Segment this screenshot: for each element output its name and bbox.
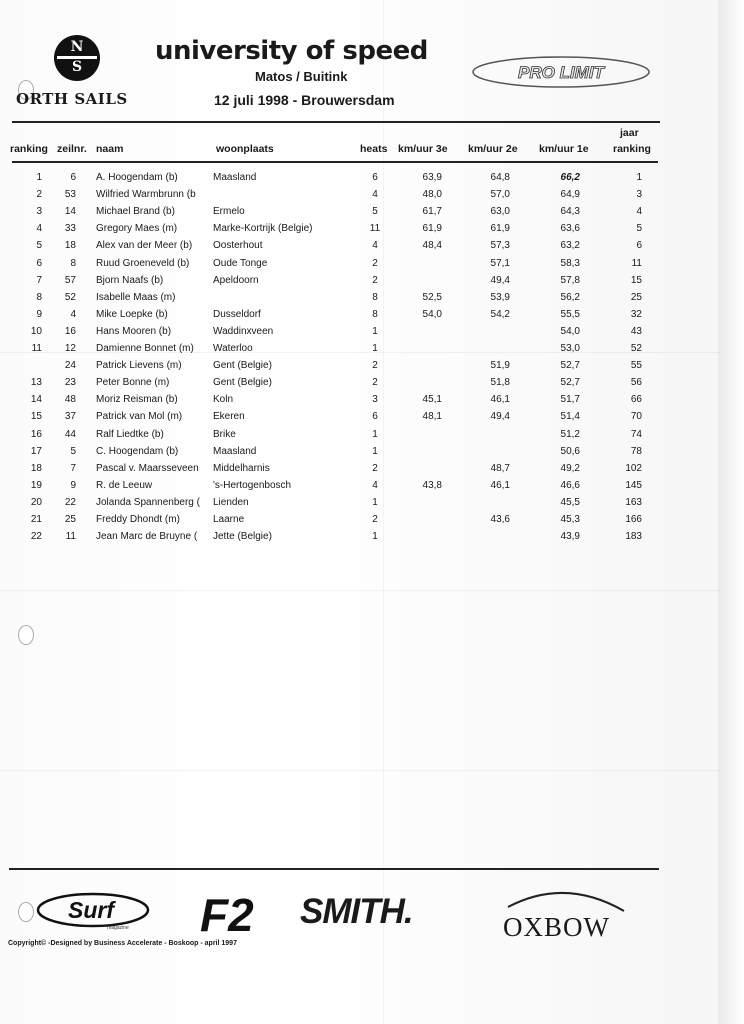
- svg-text:PRO LIMIT: PRO LIMIT: [518, 63, 604, 82]
- cell-jaar: 163: [625, 496, 642, 508]
- cell-ranking: 3: [36, 206, 42, 218]
- cell-kmh3: 48,1: [422, 411, 442, 423]
- table-row: [0, 444, 720, 461]
- cell-heats: 1: [372, 428, 378, 440]
- cell-ranking: 6: [36, 257, 42, 269]
- cell-naam: Wilfried Warmbrunn (b: [96, 189, 196, 201]
- cell-ranking: 1: [36, 172, 42, 183]
- cell-woonplaats: Middelharnis: [213, 462, 270, 474]
- cell-heats: 6: [372, 172, 378, 183]
- cell-naam: Freddy Dhondt (m): [96, 514, 180, 525]
- pro-limit-logo: [470, 52, 652, 92]
- table-row: [0, 341, 720, 358]
- cell-naam: Ralf Liedtke (b): [96, 428, 164, 440]
- col-header-kmh3: km/uur 3e: [398, 143, 448, 155]
- col-header-naam: naam: [96, 143, 124, 155]
- cell-naam: Alex van der Meer (b): [96, 240, 193, 252]
- cell-woonplaats: Laarne: [213, 514, 245, 525]
- cell-jaar: 102: [625, 462, 642, 474]
- punch-hole: [18, 902, 34, 922]
- cell-woonplaats: Marke-Kortrijk (Belgie): [213, 223, 313, 235]
- svg-text:magazine: magazine: [107, 925, 129, 931]
- cell-naam: Mike Loepke (b): [96, 308, 168, 320]
- page-title: university of speed: [155, 36, 428, 66]
- cell-jaar: 4: [636, 206, 642, 218]
- col-header-zeilnr: zeilnr.: [57, 143, 87, 155]
- cell-kmh2: 63,0: [490, 206, 510, 218]
- cell-jaar: 5: [636, 223, 642, 235]
- cell-jaar: 166: [625, 514, 642, 525]
- cell-kmh2: 53,9: [490, 291, 510, 303]
- cell-kmh1: 46,6: [560, 479, 580, 491]
- cell-ranking: 21: [30, 514, 42, 525]
- cell-naam: Bjorn Naafs (b): [96, 274, 164, 286]
- cell-naam: Ruud Groeneveld (b): [96, 257, 190, 269]
- cell-woonplaats: Gent (Belgie): [213, 377, 272, 389]
- cell-heats: 1: [372, 531, 378, 543]
- cell-kmh1: 58,3: [560, 257, 580, 269]
- table-row: [0, 307, 720, 324]
- cell-kmh2: 51,8: [490, 377, 510, 389]
- cell-heats: 4: [372, 479, 378, 491]
- table-row: [0, 427, 720, 444]
- cell-zeilnr: 6: [70, 172, 76, 183]
- cell-zeilnr: 23: [64, 377, 76, 389]
- cell-kmh3: 63,9: [422, 172, 442, 183]
- cell-naam: Patrick van Mol (m): [96, 411, 183, 423]
- col-header-kmh1: km/uur 1e: [539, 143, 589, 155]
- cell-jaar: 15: [630, 274, 642, 286]
- cell-jaar: 56: [630, 377, 642, 389]
- north-sails-wordmark: ORTH SAILS: [16, 90, 128, 108]
- cell-heats: 1: [372, 343, 378, 354]
- cell-heats: 2: [372, 257, 378, 269]
- cell-woonplaats: Maasland: [213, 172, 257, 183]
- cell-naam: Michael Brand (b): [96, 206, 175, 218]
- cell-ranking: 8: [36, 291, 42, 303]
- cell-zeilnr: 52: [64, 291, 76, 303]
- cell-ranking: 5: [36, 240, 42, 252]
- cell-naam: Damienne Bonnet (m): [96, 343, 194, 354]
- cell-ranking: 2: [36, 189, 42, 201]
- cell-ranking: 16: [30, 428, 42, 440]
- cell-zeilnr: 24: [64, 360, 76, 372]
- cell-zeilnr: 37: [64, 411, 76, 423]
- cell-kmh1: 51,7: [560, 394, 580, 406]
- cell-ranking: 22: [30, 531, 42, 543]
- cell-jaar: 183: [625, 531, 642, 543]
- cell-ranking: 20: [30, 496, 42, 508]
- cell-naam: Gregory Maes (m): [96, 223, 178, 235]
- cell-ranking: 7: [36, 274, 42, 286]
- cell-jaar: 43: [630, 325, 642, 337]
- table-row: [0, 170, 720, 187]
- table-row: [0, 529, 720, 546]
- oxbow-logo: OXBOW: [503, 912, 610, 942]
- cell-ranking: 14: [30, 394, 42, 406]
- cell-ranking: 10: [30, 325, 42, 337]
- table-row: [0, 290, 720, 307]
- cell-heats: 1: [372, 325, 378, 337]
- footer-rule: [9, 868, 659, 870]
- cell-heats: 2: [372, 360, 378, 372]
- paper-edge: [718, 0, 744, 1024]
- cell-heats: 8: [372, 291, 378, 303]
- cell-ranking: 13: [30, 377, 42, 389]
- cell-kmh1: 43,9: [560, 531, 580, 543]
- cell-kmh1: 63,2: [560, 240, 580, 252]
- cell-woonplaats: Waddinxveen: [213, 325, 274, 337]
- cell-woonplaats: Lienden: [213, 496, 249, 508]
- cell-woonplaats: Waterloo: [213, 343, 253, 354]
- cell-kmh1: 66,2: [560, 172, 580, 183]
- cell-kmh2: 57,0: [490, 189, 510, 201]
- cell-ranking: 18: [30, 462, 42, 474]
- cell-zeilnr: 5: [70, 445, 76, 457]
- cell-kmh3: 61,9: [422, 223, 442, 235]
- cell-kmh2: 49,4: [490, 411, 510, 423]
- cell-heats: 8: [372, 308, 378, 320]
- cell-zeilnr: 33: [64, 223, 76, 235]
- copyright-notice: Copyright© -Designed by Business Accelerate - Boskoop - april 1997: [8, 940, 237, 947]
- cell-heats: 4: [372, 189, 378, 201]
- north-sails-logo: N S: [54, 35, 100, 81]
- table-row: [0, 392, 720, 409]
- cell-ranking: 19: [30, 479, 42, 491]
- cell-zeilnr: 48: [64, 394, 76, 406]
- table-row: [0, 256, 720, 273]
- cell-kmh1: 63,6: [560, 223, 580, 235]
- fold-line: [0, 590, 720, 591]
- col-header-ranking: ranking: [10, 143, 48, 155]
- cell-jaar: 25: [630, 291, 642, 303]
- cell-heats: 2: [372, 462, 378, 474]
- cell-naam: Pascal v. Maarsseveen: [96, 462, 199, 474]
- cell-kmh3: 45,1: [422, 394, 442, 406]
- cell-woonplaats: Koln: [213, 394, 234, 406]
- f2-logo: [198, 885, 260, 937]
- cell-jaar: 145: [625, 479, 642, 491]
- cell-ranking: 11: [31, 343, 42, 354]
- table-row: [0, 461, 720, 478]
- cell-woonplaats: Apeldoorn: [213, 274, 259, 286]
- cell-naam: Moriz Reisman (b): [96, 394, 178, 406]
- cell-naam: Jolanda Spannenberg (: [96, 496, 200, 508]
- cell-jaar: 3: [636, 189, 642, 201]
- cell-ranking: 17: [30, 445, 42, 457]
- cell-ranking: 9: [36, 308, 42, 320]
- cell-heats: 2: [372, 274, 378, 286]
- table-row: [0, 187, 720, 204]
- cell-kmh3: 48,4: [422, 240, 442, 252]
- cell-jaar: 11: [631, 257, 642, 269]
- cell-woonplaats: Oosterhout: [213, 240, 263, 252]
- cell-woonplaats: Maasland: [213, 445, 257, 457]
- cell-zeilnr: 7: [70, 462, 76, 474]
- cell-kmh2: 54,2: [490, 308, 510, 320]
- cell-naam: Hans Mooren (b): [96, 325, 172, 337]
- cell-jaar: 32: [630, 308, 642, 320]
- table-row: [0, 238, 720, 255]
- header-rule: [12, 121, 660, 123]
- col-header-woonplaats: woonplaats: [216, 143, 274, 155]
- table-row: [0, 324, 720, 341]
- cell-zeilnr: 22: [64, 496, 76, 508]
- cell-jaar: 55: [630, 360, 642, 372]
- smith-logo: SMITH.: [300, 892, 413, 931]
- surf-magazine-logo: [36, 891, 151, 931]
- cell-jaar: 1: [636, 172, 642, 183]
- cell-jaar: 52: [630, 343, 642, 354]
- cell-kmh1: 50,6: [560, 445, 580, 457]
- cell-zeilnr: 44: [64, 428, 76, 440]
- cell-zeilnr: 25: [64, 514, 76, 525]
- cell-jaar: 6: [636, 240, 642, 252]
- cell-kmh1: 45,5: [560, 496, 580, 508]
- table-row: [0, 221, 720, 238]
- cell-woonplaats: Oude Tonge: [213, 257, 268, 269]
- cell-zeilnr: 8: [70, 257, 76, 269]
- cell-zeilnr: 57: [64, 274, 76, 286]
- cell-kmh1: 55,5: [560, 308, 580, 320]
- cell-kmh1: 52,7: [560, 377, 580, 389]
- cell-kmh2: 57,1: [490, 257, 510, 269]
- cell-jaar: 78: [630, 445, 642, 457]
- cell-kmh1: 51,2: [560, 428, 580, 440]
- col-header-heats: heats: [360, 143, 388, 155]
- cell-kmh1: 52,7: [560, 360, 580, 372]
- page-subtitle: Matos / Buitink: [255, 69, 348, 84]
- event-date-location: 12 juli 1998 - Brouwersdam: [214, 92, 395, 108]
- cell-heats: 2: [372, 377, 378, 389]
- cell-kmh3: 43,8: [422, 479, 442, 491]
- table-row: [0, 358, 720, 375]
- fold-line: [0, 770, 720, 771]
- cell-zeilnr: 4: [70, 308, 76, 320]
- cell-kmh2: 64,8: [490, 172, 510, 183]
- cell-kmh1: 64,3: [560, 206, 580, 218]
- col-header-jaar-ranking: ranking: [613, 143, 651, 155]
- cell-kmh1: 49,2: [560, 462, 580, 474]
- cell-kmh3: 61,7: [422, 206, 442, 218]
- cell-woonplaats: Brike: [213, 428, 236, 440]
- cell-zeilnr: 18: [64, 240, 76, 252]
- cell-kmh1: 64,9: [560, 189, 580, 201]
- cell-kmh2: 43,6: [490, 514, 510, 525]
- cell-kmh3: 54,0: [422, 308, 442, 320]
- cell-ranking: 4: [36, 223, 42, 235]
- punch-hole: [18, 625, 34, 645]
- col-header-jaar: jaar: [620, 127, 639, 139]
- table-header-rule: [12, 161, 658, 163]
- cell-ranking: 15: [30, 411, 42, 423]
- table-row: [0, 478, 720, 495]
- cell-heats: 11: [369, 223, 381, 235]
- cell-kmh2: 48,7: [490, 462, 510, 474]
- cell-heats: 1: [372, 496, 378, 508]
- svg-text:Surf: Surf: [68, 897, 114, 923]
- cell-kmh3: 48,0: [422, 189, 442, 201]
- cell-woonplaats: 's-Hertogenbosch: [213, 479, 292, 491]
- cell-naam: C. Hoogendam (b): [96, 445, 179, 457]
- cell-heats: 2: [372, 514, 378, 525]
- col-header-kmh2: km/uur 2e: [468, 143, 518, 155]
- cell-kmh2: 46,1: [490, 394, 510, 406]
- cell-heats: 3: [372, 394, 378, 406]
- cell-zeilnr: 14: [64, 206, 76, 218]
- cell-zeilnr: 16: [64, 325, 76, 337]
- cell-naam: Jean Marc de Bruyne (: [96, 531, 198, 543]
- cell-kmh1: 53,0: [560, 343, 580, 354]
- cell-kmh1: 54,0: [560, 325, 580, 337]
- table-row: [0, 204, 720, 221]
- cell-naam: Peter Bonne (m): [96, 377, 170, 389]
- cell-kmh1: 57,8: [560, 274, 580, 286]
- cell-zeilnr: 11: [65, 531, 76, 543]
- cell-jaar: 66: [630, 394, 642, 406]
- cell-heats: 1: [372, 445, 378, 457]
- table-row: [0, 512, 720, 529]
- svg-text:F2: F2: [200, 889, 254, 937]
- cell-heats: 4: [372, 240, 378, 252]
- cell-zeilnr: 12: [64, 343, 76, 354]
- cell-naam: R. de Leeuw: [96, 479, 153, 491]
- cell-kmh1: 51,4: [560, 411, 580, 423]
- cell-zeilnr: 53: [64, 189, 76, 201]
- cell-woonplaats: Jette (Belgie): [213, 531, 272, 543]
- table-row: [0, 495, 720, 512]
- cell-kmh1: 45,3: [560, 514, 580, 525]
- table-row: [0, 273, 720, 290]
- cell-woonplaats: Gent (Belgie): [213, 360, 272, 372]
- cell-naam: A. Hoogendam (b): [96, 172, 178, 183]
- cell-kmh2: 46,1: [490, 479, 510, 491]
- cell-woonplaats: Ekeren: [213, 411, 245, 423]
- table-row: [0, 409, 720, 426]
- cell-heats: 5: [372, 206, 378, 218]
- cell-naam: Isabelle Maas (m): [96, 291, 176, 303]
- cell-jaar: 74: [630, 428, 642, 440]
- cell-kmh2: 61,9: [490, 223, 510, 235]
- cell-kmh2: 51,9: [490, 360, 510, 372]
- cell-naam: Patrick Lievens (m): [96, 360, 182, 372]
- cell-kmh3: 52,5: [422, 291, 442, 303]
- table-row: [0, 375, 720, 392]
- cell-woonplaats: Dusseldorf: [213, 308, 261, 320]
- cell-jaar: 70: [630, 411, 642, 423]
- cell-heats: 6: [372, 411, 378, 423]
- cell-kmh1: 56,2: [560, 291, 580, 303]
- cell-kmh2: 49,4: [490, 274, 510, 286]
- cell-kmh2: 57,3: [490, 240, 510, 252]
- cell-zeilnr: 9: [70, 479, 76, 491]
- cell-woonplaats: Ermelo: [213, 206, 245, 218]
